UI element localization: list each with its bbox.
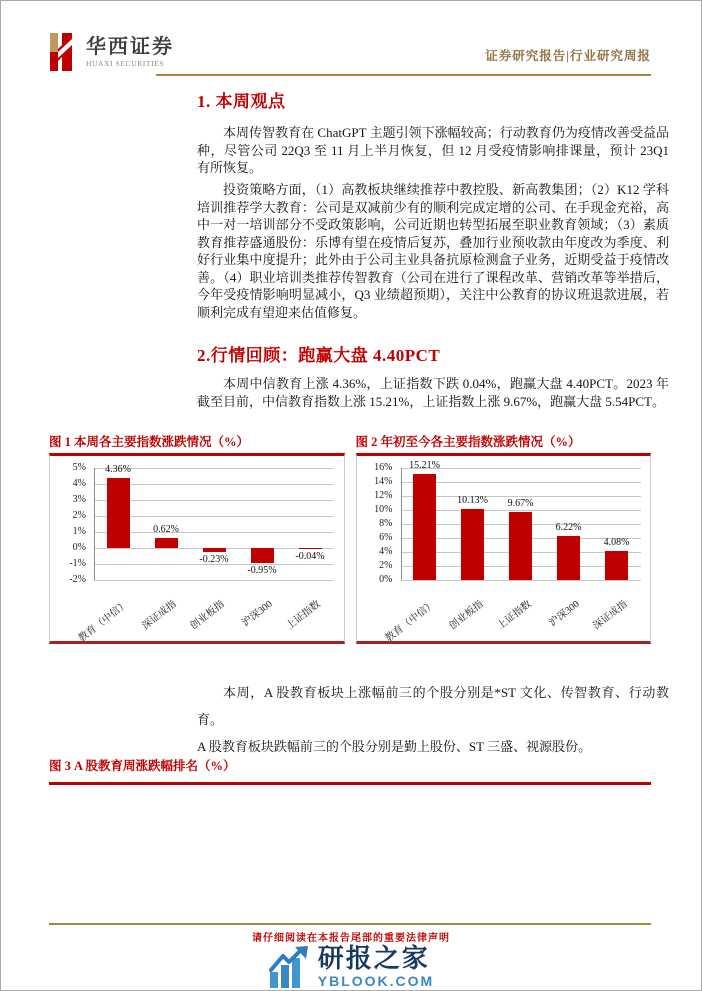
bar-value-label: 4.36% (105, 464, 131, 476)
legal-disclaimer: 请仔细阅读在本报告尾部的重要法律声明 (252, 933, 450, 944)
x-category-label: 上证指数 (284, 598, 323, 633)
brand-name-en: HUAXI SECURITIES (86, 59, 165, 68)
paragraph-line: 本周，A 股教育板块上涨幅前三的个股分别是*ST 文化、传智教育、行动教育。 (197, 685, 669, 727)
section-2-title: 2.行情回顾：跑赢大盘 4.40PCT (197, 346, 441, 365)
header-divider (156, 74, 651, 76)
watermark-text-block (318, 945, 434, 988)
figure-3-header (49, 756, 651, 785)
y-axis-tick-label: -2% (69, 574, 86, 585)
chart-gridline (94, 532, 334, 533)
footer-divider (49, 923, 651, 925)
yblook-watermark (1, 945, 701, 988)
watermark-site: YBLOOK.COM (317, 973, 435, 989)
y-axis-tick-label: 16% (374, 462, 393, 473)
chart-gridline (401, 496, 641, 497)
chart-gridline (94, 484, 334, 485)
bar-value-label: 0.62% (153, 524, 179, 536)
x-category-label: 教育（中信） (76, 598, 131, 645)
x-category-label: 上证指数 (494, 598, 534, 633)
bar-教育（中信） (413, 474, 436, 580)
figure-3-title: 图 3 A 股教育周涨跌幅排名（%） (49, 759, 236, 773)
y-axis-tick-label: 4% (379, 546, 393, 557)
figure-1-chart (49, 453, 345, 644)
y-axis-tick-label: 2% (72, 510, 86, 521)
bar-value-label: -0.95% (247, 565, 277, 577)
bar-教育（中信） (107, 478, 130, 548)
bar-value-label: -0.23% (199, 553, 229, 565)
brand-name-cn: 华西证券 (86, 36, 174, 58)
y-axis-line (401, 468, 402, 580)
figure-row (49, 432, 651, 644)
x-category-label: 沪深300 (240, 598, 275, 629)
paragraph-text: 本周传智教育在 ChatGPT 主题引领下涨幅较高；行动教育仍为疫情改善受益品种，尽管公司 22Q3 至 11 月上半月恢复，但 12 月受疫情影响排课量，预计 23Q1 有所恢复。 (197, 125, 669, 175)
bar-value-label: 10.13% (457, 495, 488, 507)
y-axis-tick-label: 12% (374, 490, 393, 501)
chart-gridline (401, 482, 641, 483)
y-axis-tick-label: 0% (379, 574, 393, 585)
bar-沪深300 (557, 536, 580, 580)
watermark-chart-icon (268, 946, 310, 988)
bar-value-label: -0.04% (295, 550, 325, 562)
figure-1 (49, 432, 345, 644)
watermark-name: 研报之家 (317, 943, 430, 973)
bar-深证成指 (155, 538, 178, 548)
bar-value-label: 6.22% (555, 522, 582, 534)
paragraph-text: 本周中信教育上涨 4.36%，上证指数下跌 0.04%，跑赢大盘 4.40PCT。2023 年截至目前，中信教育指数上涨 15.21%，上证指数上涨 9.67%，跑赢大盘 5.54PCT。 (197, 376, 669, 409)
bar-深证成指 (605, 551, 628, 580)
y-axis-tick-label: 4% (72, 478, 86, 489)
x-category-label: 教育（中信） (383, 598, 438, 645)
bar-上证指数 (299, 548, 322, 549)
report-type-label: 证券研究报告|行业研究周报 (485, 49, 651, 63)
chart-gridline (94, 580, 334, 581)
bar-value-label: 9.67% (507, 498, 534, 510)
y-axis-tick-label: 5% (72, 462, 86, 473)
chart-gridline (401, 510, 641, 511)
brand-text-block (86, 35, 174, 68)
bar-创业板指 (203, 548, 226, 552)
bar-沪深300 (251, 548, 274, 563)
chart-gridline (401, 580, 641, 581)
x-category-label: 深证成指 (140, 598, 179, 633)
x-category-label: 深证成指 (590, 598, 630, 633)
chart-gridline (94, 516, 334, 517)
bar-上证指数 (509, 512, 532, 580)
y-axis-tick-label: -1% (69, 558, 86, 569)
section-1-paragraph-1 (197, 124, 669, 177)
section-2-paragraph-1 (197, 375, 669, 410)
y-axis-tick-label: 8% (379, 518, 393, 529)
section-1-paragraph-2 (197, 181, 669, 321)
chart-gridline (94, 500, 334, 501)
y-axis-line (94, 468, 95, 580)
figure-2-chart (356, 453, 652, 644)
section-2-paragraph-2 (197, 679, 669, 760)
figure-2 (356, 432, 652, 644)
paragraph-line: A 股教育板块跌幅前三的个股分别是勤上股份、ST 三盛、视源股份。 (197, 739, 592, 754)
y-axis-tick-label: 0% (72, 542, 86, 553)
y-axis-tick-label: 6% (379, 532, 393, 543)
y-axis-tick-label: 1% (72, 526, 86, 537)
y-axis-tick-label: 14% (374, 476, 393, 487)
bar-value-label: 4.08% (603, 537, 630, 549)
y-axis-tick-label: 2% (379, 560, 393, 571)
bar-创业板指 (461, 509, 484, 580)
x-category-label: 创业板指 (188, 598, 227, 633)
bar-value-label: 15.21% (409, 459, 440, 471)
y-axis-tick-label: 3% (72, 494, 86, 505)
section-1-title: 1. 本周观点 (197, 92, 286, 111)
x-category-label: 沪深300 (546, 598, 582, 629)
figure-2-title: 图 2 年初至今各主要指数涨跌情况（%） (355, 435, 581, 449)
huaxi-logo-icon (49, 31, 79, 73)
x-category-label: 创业板指 (446, 598, 486, 633)
y-axis-tick-label: 10% (374, 504, 393, 515)
figure-1-title: 图 1 本周各主要指数涨跌情况（%） (49, 435, 250, 449)
huaxi-logo (49, 31, 174, 73)
paragraph-text: 投资策略方面，（1）高教板块继续推荐中教控股、新高教集团；（2）K12 学科培训推荐学大教育：公司是双减前少有的顺利完成定增的公司、在手现金充裕，高中一对一培训部分不受政策影响，公司近期也转型拓展至职业教育领域；（3）素质教育推荐盛通股份：乐博有望在疫情后复苏，叠加行业预收款由年度改为季度、利好行业集中度提升；此外由于公司主业具备抗原检测盒子业务，近期受益于疫情改善。（4）职业培训类推荐传智教育（公司在进行了课程改革、营销改革等举措后，今年受疫情影响明显减小，Q3 业绩超预期），关注中公教育的协议班退款进展，若顺利完成有望迎来估值修复。 (197, 182, 669, 320)
